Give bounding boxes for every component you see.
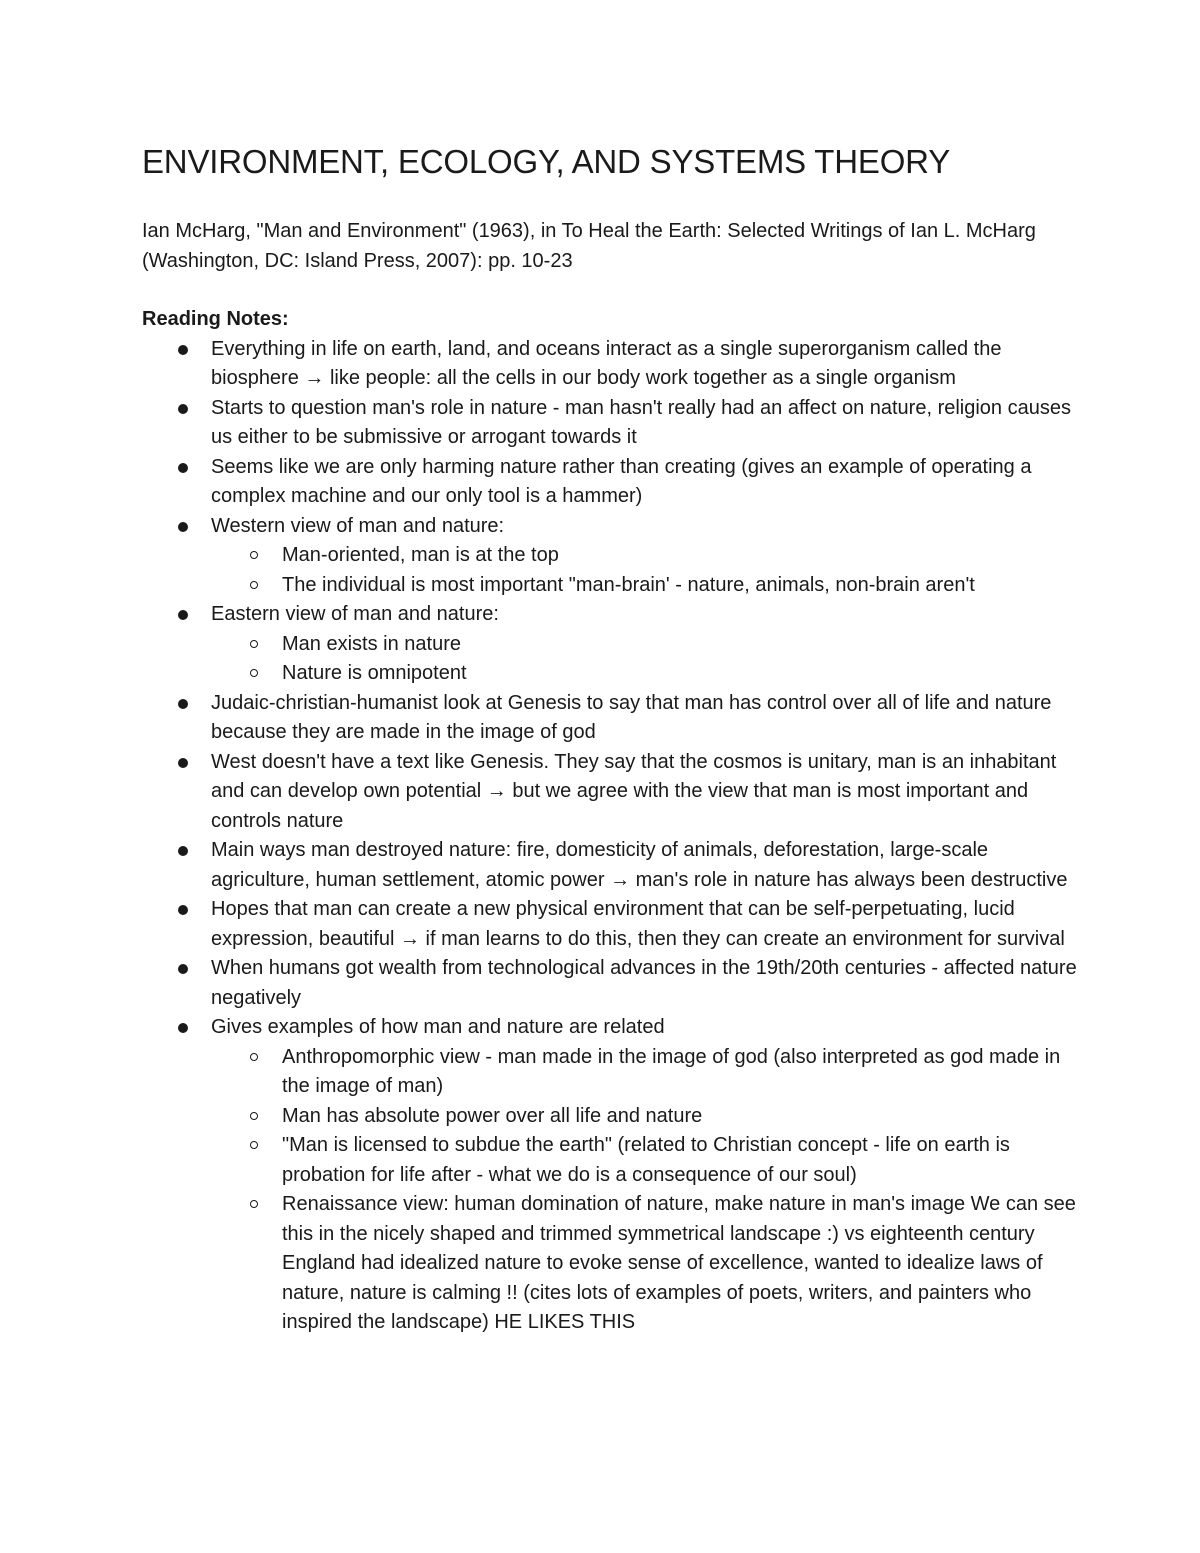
reading-notes-list [142, 335, 1080, 1338]
reading-notes-heading: Reading Notes: [142, 308, 289, 330]
bullet-dot-icon [178, 846, 188, 856]
bullet-dot-icon [178, 463, 188, 473]
bullet-dot-icon [178, 345, 188, 355]
sub-note-text: Man exists in nature [282, 632, 461, 655]
sub-note-text: Man has absolute power over all life and nature [282, 1104, 703, 1127]
note-item [142, 836, 1080, 895]
note-text: Starts to question man's role in nature - man hasn't really had an affect on nature, religion causes us either to be submissive or arrogant towards it [211, 396, 1071, 448]
document-title: ENVIRONMENT, ECOLOGY, AND SYSTEMS THEORY [142, 143, 951, 180]
bullet-dot-icon [178, 1023, 188, 1033]
bullet-dot-icon [178, 404, 188, 414]
note-text: Seems like we are only harming nature rather than creating (gives an example of operating a complex machine and our only tool is a hammer) [211, 455, 1032, 507]
note-text: Gives examples of how man and nature are related [211, 1016, 665, 1038]
note-item [142, 512, 1080, 601]
note-text: West doesn't have a text like Genesis. They say that the cosmos is unitary, man is an inhabitant and can develop own potential → but we agree with the view that man is most important and controls nature [211, 750, 1057, 832]
sub-note-item [211, 1190, 1080, 1338]
note-item [142, 600, 1080, 689]
bullet-circle-icon [250, 581, 258, 589]
sub-note-item [211, 659, 1080, 689]
bullet-circle-icon [250, 1053, 258, 1061]
note-item [142, 748, 1080, 837]
note-item [142, 895, 1080, 954]
bullet-dot-icon [178, 758, 188, 768]
sub-note-item [211, 1102, 1080, 1132]
sub-note-item [211, 571, 1080, 601]
sub-note-list [211, 1043, 1080, 1338]
note-text: Western view of man and nature: [211, 514, 505, 537]
note-item [142, 689, 1080, 748]
note-text: Eastern view of man and nature: [211, 603, 499, 625]
sub-note-item [211, 1043, 1080, 1102]
bullet-circle-icon [250, 640, 258, 648]
sub-note-item [211, 630, 1080, 660]
sub-note-text: "Man is licensed to subdue the earth" (related to Christian concept - life on earth is probation for life after - what we do is a consequence of our soul) [282, 1134, 1010, 1186]
bullet-dot-icon [178, 522, 188, 532]
sub-note-list [211, 630, 1080, 689]
sub-note-text: Renaissance view: human domination of nature, make nature in man's image We can see this in the nicely shaped and trimmed symmetrical landscape :) vs eighteenth century England had idealized nature to evoke sense of excellence, wanted to idealize laws of nature, nature is calming !! (cites lots of examples of poets, writers, and painters who inspired the landscape) HE LIKES THIS [282, 1193, 1076, 1333]
note-text: Judaic-christian-humanist look at Genesis to say that man has control over all of life and nature because they are made in the image of god [211, 691, 1052, 743]
sub-note-text: Man-oriented, man is at the top [282, 544, 559, 566]
note-text: Main ways man destroyed nature: fire, domesticity of animals, deforestation, large-scale agriculture, human settlement, atomic power → man's role in nature has always been destructive [211, 839, 1068, 891]
note-item [142, 335, 1080, 394]
note-text: Hopes that man can create a new physical environment that can be self-perpetuating, lucid expression, beautiful → if man learns to do this, then they can create an environment for survival [211, 898, 1065, 950]
bullet-circle-icon [250, 1200, 258, 1208]
sub-note-item [211, 541, 1080, 571]
note-item [142, 954, 1080, 1013]
sub-note-text: The individual is most important "man-brain' - nature, animals, non-brain aren't [282, 573, 975, 596]
note-text: Everything in life on earth, land, and oceans interact as a single superorganism called the biosphere → like people: all the cells in our body work together as a single organism [211, 337, 1002, 389]
note-item [142, 453, 1080, 512]
sub-note-text: Nature is omnipotent [282, 662, 467, 684]
bullet-dot-icon [178, 699, 188, 709]
bullet-dot-icon [178, 905, 188, 915]
note-text: When humans got wealth from technological advances in the 19th/20th centuries - affected nature negatively [211, 957, 1077, 1009]
note-item [142, 394, 1080, 453]
bullet-dot-icon [178, 964, 188, 974]
bullet-circle-icon [250, 1141, 258, 1149]
sub-note-item [211, 1131, 1080, 1190]
sub-note-text: Anthropomorphic view - man made in the image of god (also interpreted as god made in the image of man) [282, 1045, 1061, 1097]
note-item [142, 1013, 1080, 1338]
citation: Ian McHarg, "Man and Environment" (1963), in To Heal the Earth: Selected Writings of Ian L. McHarg (Washington, DC: Island Press, 2007): pp. 10-23 [142, 220, 1036, 272]
bullet-circle-icon [250, 669, 258, 677]
bullet-circle-icon [250, 1112, 258, 1120]
bullet-circle-icon [250, 551, 258, 559]
sub-note-list [211, 541, 1080, 600]
bullet-dot-icon [178, 610, 188, 620]
